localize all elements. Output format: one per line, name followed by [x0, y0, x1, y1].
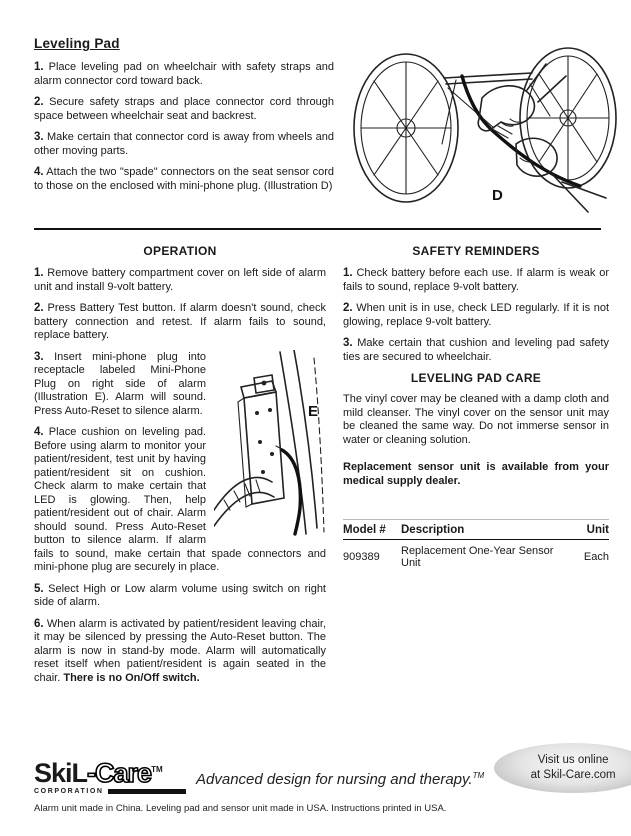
leveling-pad-step-1 — [34, 60, 334, 88]
illustration-d-container — [344, 36, 622, 216]
visit-online-badge — [494, 743, 631, 793]
brand-tagline — [196, 771, 484, 795]
leveling-pad-step-3 — [34, 130, 334, 158]
cell-description: Replacement One-Year Sensor Unit — [401, 544, 554, 569]
leveling-pad-care-heading: LEVELING PAD CARE — [410, 371, 542, 386]
step-number: 3. — [343, 337, 353, 350]
logo-care-text: -Care — [87, 758, 152, 788]
col-header-model: Model # — [343, 519, 401, 539]
leveling-pad-step-2 — [34, 95, 334, 123]
step-text: Make certain that cushion and leveling pad safety ties are secured to wheelchair. — [343, 337, 609, 363]
step-text: Place cushion on leveling pad. Before using alarm to monitor your patient/resident, test unit by having patient/resident sit on cushion. Check alarm to make certain that LED is glowing. Then, help patient/resident out of chair. Alarm should sound. Press Auto-Reset button to silence alarm. If alarm fails to sound, make certain that spade connectors and mini-phone plug are securely in place. — [34, 426, 326, 574]
main-columns — [34, 244, 609, 692]
safety-step-3 — [343, 336, 609, 364]
manufacturing-note: Alarm unit made in China. Leveling pad and sensor unit made in USA. Instructions printed in USA. — [34, 803, 447, 814]
step-number: 3. — [34, 131, 44, 144]
safety-column — [343, 244, 609, 692]
step-text: When alarm is activated by patient/resident leaving chair, it may be silenced by pressing the Auto-Reset button. The alarm is now in stand-by mode. Alarm will automatically reset itself when patient/resident is again seated in the chair. — [34, 617, 326, 684]
step-text: Select High or Low alarm volume using switch on right side of alarm. — [34, 582, 326, 609]
badge-line-1: Visit us online — [537, 754, 609, 767]
tagline-trademark: TM — [472, 771, 485, 780]
section-divider — [34, 228, 601, 230]
step-number: 1. — [34, 61, 44, 73]
step-text: When unit is in use, check LED regularly. If it is not glowing, replace 9-volt battery. — [343, 302, 609, 328]
operation-column — [34, 244, 326, 692]
logo-skil-text: SkiL — [34, 758, 88, 788]
step-number: 2. — [34, 302, 44, 315]
step-number: 2. — [34, 96, 44, 109]
step-text: Press Battery Test button. If alarm doesn't sound, check battery connection and retest. If alarm fails to sound, replace battery. — [34, 302, 326, 342]
cell-unit: Each — [583, 550, 609, 563]
tagline-text: Advanced design for nursing and therapy. — [196, 771, 473, 788]
leveling-pad-section — [34, 36, 609, 216]
step-number: 3. — [34, 350, 44, 363]
parts-table-header-row — [343, 519, 609, 539]
operation-step-6 — [34, 617, 326, 686]
step-text: Attach the two "spade" connectors on the seat sensor cord to those on the enclosed with mini-phone plug. (Illustration D) — [34, 166, 334, 192]
footer — [34, 743, 616, 814]
operation-step-5 — [34, 582, 326, 610]
illustration-e-container — [214, 350, 326, 536]
operation-step-2 — [34, 301, 326, 343]
logo-subtitle-row — [34, 788, 186, 795]
logo-trademark: TM — [151, 765, 163, 774]
leveling-pad-text-column — [34, 36, 334, 216]
step-text: Remove battery compartment cover on left side of alarm unit and install 9-volt battery. — [34, 267, 326, 293]
step-number: 1. — [34, 267, 44, 279]
step-text: Secure safety straps and place connector cord through space between wheelchair seat and backrest. — [34, 96, 334, 122]
footer-brand-row — [34, 743, 616, 795]
col-header-unit: Unit — [573, 519, 609, 539]
step-number: 5. — [34, 582, 44, 595]
step-text: Make certain that connector cord is away from wheels and other moving parts. — [34, 131, 334, 157]
step-number: 6. — [34, 617, 44, 630]
logo-corporation-text: CORPORATION — [34, 788, 104, 795]
badge-line-2: at Skil-Care.com — [530, 769, 616, 781]
safety-step-2 — [343, 301, 609, 329]
logo-wordmark — [34, 760, 186, 787]
step-text: Place leveling pad on wheelchair with safety straps and alarm connector cord toward back. — [34, 61, 335, 87]
step-number: 1. — [343, 267, 353, 279]
leveling-pad-step-4 — [34, 165, 334, 193]
table-row — [343, 539, 609, 571]
parts-table — [343, 519, 609, 571]
step-number: 2. — [343, 302, 353, 315]
replacement-note: Replacement sensor unit is available from your medical supply dealer. — [343, 461, 609, 487]
step-text: Insert mini-phone plug into receptacle labeled Mini-Phone Plug on right side of alarm (Illustration E). Alarm will sound. Press Auto-Reset to silence alarm. — [34, 350, 206, 417]
logo-underline-bar — [108, 789, 186, 794]
step-number: 4. — [34, 166, 44, 179]
skil-care-logo — [34, 760, 186, 795]
leveling-pad-care-body: The vinyl cover may be cleaned with a damp cloth and mild cleanser. The vinyl cover on the sensor unit may be cleaned the same way. Do not immerse sensor in water or cleaning solution. — [343, 393, 609, 446]
wheelchair-connection-illustration — [344, 36, 622, 216]
illustration-e-label: E — [308, 402, 319, 420]
alarm-unit-illustration — [214, 350, 326, 536]
cell-model-number: 909389 — [343, 550, 380, 563]
operation-heading: OPERATION — [143, 244, 217, 258]
safety-step-1 — [343, 266, 609, 294]
page-title: Leveling Pad — [34, 36, 120, 51]
operation-step-1 — [34, 266, 326, 294]
illustration-d-label: D — [492, 187, 503, 204]
step-number: 4. — [34, 426, 44, 439]
safety-reminders-heading: SAFETY REMINDERS — [412, 244, 540, 258]
step-text: Check battery before each use. If alarm is weak or fails to sound, replace 9-volt battery. — [343, 267, 609, 293]
no-on-off-switch-note: There is no On/Off switch. — [63, 671, 200, 684]
col-header-description: Description — [401, 519, 573, 539]
